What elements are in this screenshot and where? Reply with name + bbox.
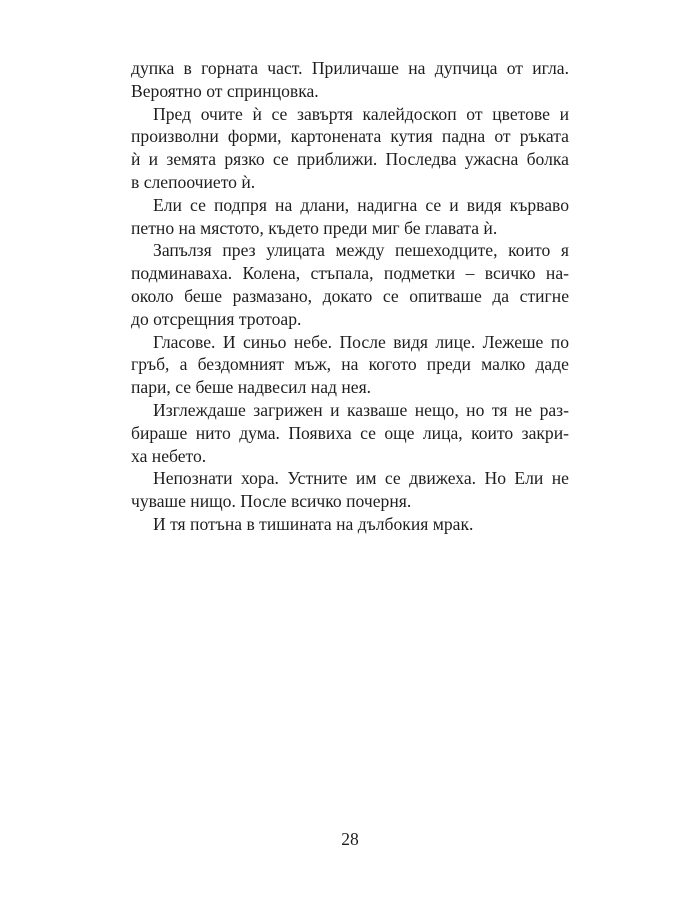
text-line: Пред очите ѝ се завъртя калейдоскоп от цветове и bbox=[153, 103, 569, 124]
text-line: Непознати хора. Устните им се движеха. Но Ели не bbox=[153, 468, 569, 489]
text-line: произволни форми, картонената кутия падна от ръката bbox=[131, 126, 569, 147]
text-line: чуваше нищо. После всичко почерня. bbox=[131, 491, 412, 512]
text-line: Ели се подпря на длани, надигна се и видя кърваво bbox=[153, 194, 569, 215]
page-number: 28 bbox=[341, 829, 359, 849]
text-line: дупка в горната част. Приличаше на дупчица от игла. bbox=[131, 58, 569, 78]
text-line: И тя потъна в тишината на дълбокия мрак. bbox=[153, 513, 474, 534]
text-line: ѝ и земята рязко се приближи. Последва ужасна болка bbox=[131, 149, 569, 170]
text-line: ха небето. bbox=[131, 445, 207, 466]
text-line: Вероятно от спринцовка. bbox=[131, 80, 319, 101]
text-line: в слепоочието ѝ. bbox=[131, 171, 256, 192]
text-line: пари, се беше надвесил над нея. bbox=[131, 377, 372, 398]
text-line: бираше нито дума. Появиха се още лица, които закри- bbox=[131, 422, 569, 443]
text-line: Изглеждаше загрижен и казваше нещо, но тя не раз- bbox=[153, 399, 569, 420]
text-line: Запълзя през улицата между пешеходците, които я bbox=[153, 240, 569, 261]
text-line: около беше размазано, докато се опитваше да стигне bbox=[131, 285, 569, 306]
text-line: Гласове. И синьо небе. После видя лице. Лежеше по bbox=[153, 331, 569, 352]
text-line: петно на мястото, където преди миг бе главата ѝ. bbox=[131, 217, 498, 238]
text-line: гръб, а бездомният мъж, на когото преди малко даде bbox=[131, 354, 569, 375]
text-line: подминаваха. Колена, стъпала, подметки – всичко на- bbox=[131, 263, 569, 284]
text-line: до отсрещния тротоар. bbox=[131, 308, 302, 329]
body-text bbox=[131, 57, 569, 536]
